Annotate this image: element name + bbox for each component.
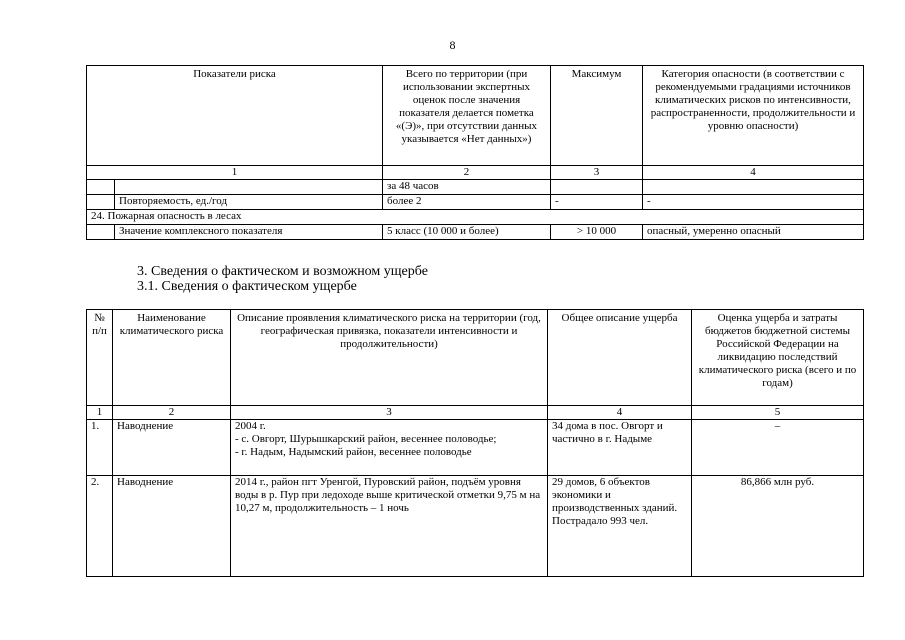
row-cost: – [692, 420, 864, 476]
header-damage-description: Общее описание ущерба [548, 310, 692, 406]
row-total: более 2 [383, 195, 551, 210]
row-number: 2. [87, 476, 113, 577]
col-number: 2 [113, 406, 231, 420]
col-number: 3 [551, 166, 643, 180]
col-number: 4 [548, 406, 692, 420]
header-risk-name: Наименование климатического риска [113, 310, 231, 406]
row-cost: 86,866 млн руб. [692, 476, 864, 577]
header-maximum: Максимум [551, 66, 643, 166]
col-number: 1 [87, 166, 383, 180]
row-risk-name: Наводнение [113, 420, 231, 476]
row-risk-name: Наводнение [113, 476, 231, 577]
section-heading-3-1: 3.1. Сведения о фактическом ущербе [137, 279, 357, 294]
header-number: № п/п [87, 310, 113, 406]
row-max: - [551, 195, 643, 210]
col-number: 4 [643, 166, 864, 180]
section-row [87, 210, 864, 225]
header-danger-category: Категория опасности (в соответствии с рекомендуемыми градациями источников климатических рисков по интенсивности, распространенности, продолжительности и уровню опасности) [643, 66, 864, 166]
row-label [115, 180, 383, 195]
col-number: 3 [231, 406, 548, 420]
col-number: 5 [692, 406, 864, 420]
header-risk-indicators: Показатели риска [87, 66, 383, 166]
row-total: 5 класс (10 000 и более) [383, 225, 551, 240]
row-description: 2004 г. - с. Овгорт, Шурышкарский район, весеннее половодье; - г. Надым, Надымский район, весеннее половодье [231, 420, 548, 476]
column-number-row [87, 166, 864, 180]
indent-cell [87, 180, 115, 195]
table-row [87, 180, 864, 195]
table-row [87, 476, 864, 577]
damage-table-header-row [87, 310, 864, 406]
indent-cell [87, 225, 115, 240]
page-number: 8 [449, 38, 456, 52]
risk-table-header-row [87, 66, 864, 166]
row-total: за 48 часов [383, 180, 551, 195]
row-damage: 29 домов, 6 объектов экономики и производственных зданий. Пострадало 993 чел. [548, 476, 692, 577]
column-number-row [87, 406, 864, 420]
table-row [87, 195, 864, 210]
col-number: 2 [383, 166, 551, 180]
row-category: - [643, 195, 864, 210]
col-number: 1 [87, 406, 113, 420]
row-max: > 10 000 [551, 225, 643, 240]
table-row [87, 420, 864, 476]
header-risk-description: Описание проявления климатического риска на территории (год, географическая привязка, показатели интенсивности и продолжительности) [231, 310, 548, 406]
row-category: опасный, умеренно опасный [643, 225, 864, 240]
table-row [87, 225, 864, 240]
row-max [551, 180, 643, 195]
risk-indicators-table [86, 65, 864, 240]
row-category [643, 180, 864, 195]
header-total-territory: Всего по территории (при использовании экспертных оценок после значения показателя делается пометка «(Э)», при отсутствии данных указывается «Нет данных») [383, 66, 551, 166]
header-damage-cost: Оценка ущерба и затраты бюджетов бюджетной системы Российской Федерации на ликвидацию последствий климатического риска (всего и по годам) [692, 310, 864, 406]
section-heading-3: 3. Сведения о фактическом и возможном ущербе [137, 264, 428, 279]
row-number: 1. [87, 420, 113, 476]
indent-cell [87, 195, 115, 210]
row-description: 2014 г., район пгт Уренгой, Пуровский район, подъём уровня воды в р. Пур при ледоходе выше критической отметки 9,75 м на 10,27 м, продолжительность – 1 ночь [231, 476, 548, 577]
row-label: Значение комплексного показателя [115, 225, 383, 240]
section-title: 24. Пожарная опасность в лесах [87, 210, 864, 225]
row-damage: 34 дома в пос. Овгорт и частично в г. Надыме [548, 420, 692, 476]
actual-damage-table [86, 309, 864, 577]
row-label: Повторяемость, ед./год [115, 195, 383, 210]
